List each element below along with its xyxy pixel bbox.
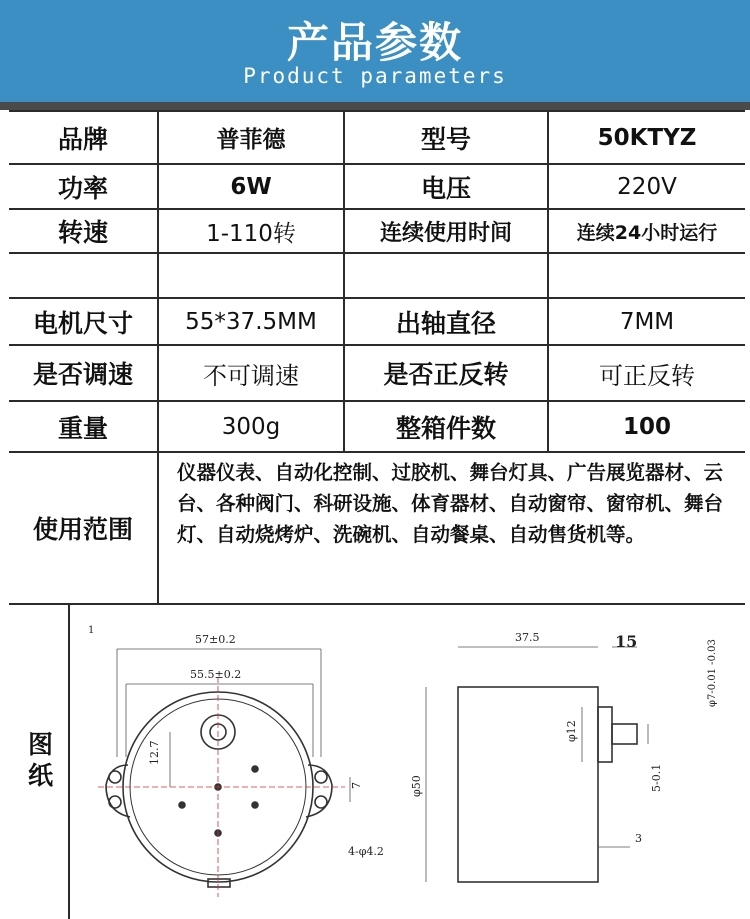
shaft-diameter-label: φ7-0.01 -0.03 bbox=[707, 639, 718, 707]
spec-label bbox=[345, 254, 549, 297]
boss-height-label: 3 bbox=[635, 832, 642, 845]
spec-label: 型号 bbox=[345, 112, 549, 163]
spec-label: 整箱件数 bbox=[345, 402, 549, 451]
spec-value bbox=[159, 254, 345, 297]
spec-value: 普菲德 bbox=[159, 112, 345, 163]
boss-diameter-label: φ12 bbox=[565, 720, 578, 742]
front-labels bbox=[148, 633, 384, 858]
spec-value bbox=[549, 254, 745, 297]
spec-row-speed bbox=[9, 210, 745, 254]
shaft-offset-label: 12.7 bbox=[148, 740, 161, 765]
spec-label: 品牌 bbox=[9, 112, 159, 163]
spec-label: 是否正反转 bbox=[345, 346, 549, 400]
front-view bbox=[106, 692, 332, 887]
side-view bbox=[458, 687, 637, 882]
motor-drawing bbox=[70, 607, 740, 919]
spec-row-size bbox=[9, 299, 745, 346]
header-banner bbox=[0, 0, 750, 102]
spec-label: 电机尺寸 bbox=[9, 299, 159, 344]
sheet-mark: 1 bbox=[88, 625, 95, 636]
spec-value: 50KTYZ bbox=[597, 124, 697, 151]
side-labels bbox=[410, 631, 718, 845]
spec-value: 55*37.5MM bbox=[159, 299, 345, 344]
spec-value: 100 bbox=[622, 413, 671, 440]
body-depth-label: 37.5 bbox=[515, 631, 540, 644]
spec-label: 转速 bbox=[9, 210, 159, 252]
output-shaft bbox=[612, 724, 637, 744]
hole-spacing-label: 55.5±0.2 bbox=[190, 668, 242, 681]
spec-row-speed-control bbox=[9, 346, 745, 402]
header-shadow bbox=[0, 102, 750, 110]
ear-height-label: 7 bbox=[350, 782, 363, 789]
spec-value: 300g bbox=[159, 402, 345, 451]
spec-value: 7MM bbox=[619, 308, 675, 335]
spec-label: 电压 bbox=[345, 165, 549, 208]
side-dimensions bbox=[426, 647, 648, 882]
spec-value: 6W bbox=[159, 165, 345, 208]
spec-row-brand bbox=[9, 110, 745, 165]
spec-label bbox=[9, 254, 159, 297]
spec-row-weight bbox=[9, 402, 745, 453]
spec-label: 是否调速 bbox=[9, 346, 159, 400]
spec-label: 重量 bbox=[9, 402, 159, 451]
spec-value: 不可调速 bbox=[159, 346, 345, 400]
motor-body-side bbox=[458, 687, 598, 882]
spec-value: 连续24小时运行 bbox=[576, 221, 718, 244]
spec-label: 连续使用时间 bbox=[345, 210, 549, 252]
drawing-label-cell bbox=[9, 605, 70, 919]
usage-text: 仪器仪表、自动化控制、过胶机、舞台灯具、广告展览器材、云台、各种阀门、科研设施、体育器材、自动窗帘、窗帘机、舞台灯、自动烧烤炉、洗碗机、自动餐桌、自动售货机等。 bbox=[177, 461, 724, 546]
spec-row-empty bbox=[9, 254, 745, 299]
spec-value: 1-110转 bbox=[159, 210, 345, 252]
spec-row-power bbox=[9, 165, 745, 210]
drawing-label: 图纸 bbox=[24, 731, 54, 793]
page-title: 产品参数 bbox=[286, 18, 463, 67]
flat-label: 5-0.1 bbox=[650, 763, 663, 792]
body-diameter-label: φ50 bbox=[410, 775, 423, 797]
spec-value: 220V bbox=[617, 173, 677, 200]
usage-label: 使用范围 bbox=[9, 453, 159, 603]
shaft-length-label: 15 bbox=[615, 632, 638, 651]
spec-label: 功率 bbox=[9, 165, 159, 208]
spec-label: 出轴直径 bbox=[345, 299, 549, 344]
mount-holes-label: 4-φ4.2 bbox=[348, 845, 384, 858]
overall-width-label: 57±0.2 bbox=[195, 633, 236, 646]
spec-row-usage bbox=[9, 453, 745, 605]
page-subtitle: Product parameters bbox=[243, 64, 507, 88]
spec-value: 可正反转 bbox=[599, 361, 695, 390]
